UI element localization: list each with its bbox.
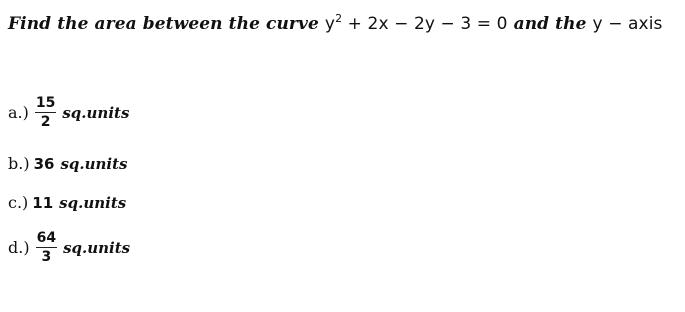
question-connector: and the (507, 14, 593, 34)
option-c-value: 11 (32, 193, 54, 212)
equation (325, 14, 508, 34)
option-d-fraction (36, 231, 57, 264)
question-text (8, 14, 663, 34)
option-d-numerator: 64 (36, 230, 57, 246)
option-a-unit: sq.units (62, 103, 130, 122)
option-d-label: d.) (8, 238, 30, 257)
axis-name: y − axis (592, 14, 663, 34)
option-b[interactable] (8, 154, 128, 173)
option-d-denominator: 3 (41, 249, 52, 265)
option-c[interactable] (8, 193, 126, 212)
option-b-value: 36 (33, 154, 55, 173)
option-a-denominator: 2 (40, 114, 51, 130)
equation-y: y (324, 14, 336, 34)
option-a[interactable] (8, 96, 129, 129)
option-b-unit: sq.units (60, 154, 128, 173)
equation-rest: + 2x − 2y − 3 = 0 (342, 14, 508, 34)
option-a-fraction (35, 96, 56, 129)
option-b-label: b.) (8, 154, 30, 173)
option-a-numerator: 15 (35, 95, 56, 111)
option-d-unit: sq.units (63, 238, 131, 257)
option-a-label: a.) (8, 103, 29, 122)
question-lead: Find the area between the curve (8, 14, 325, 34)
equation-exponent: 2 (335, 12, 343, 25)
option-d[interactable] (8, 231, 130, 264)
option-c-label: c.) (8, 193, 29, 212)
option-c-unit: sq.units (59, 193, 127, 212)
